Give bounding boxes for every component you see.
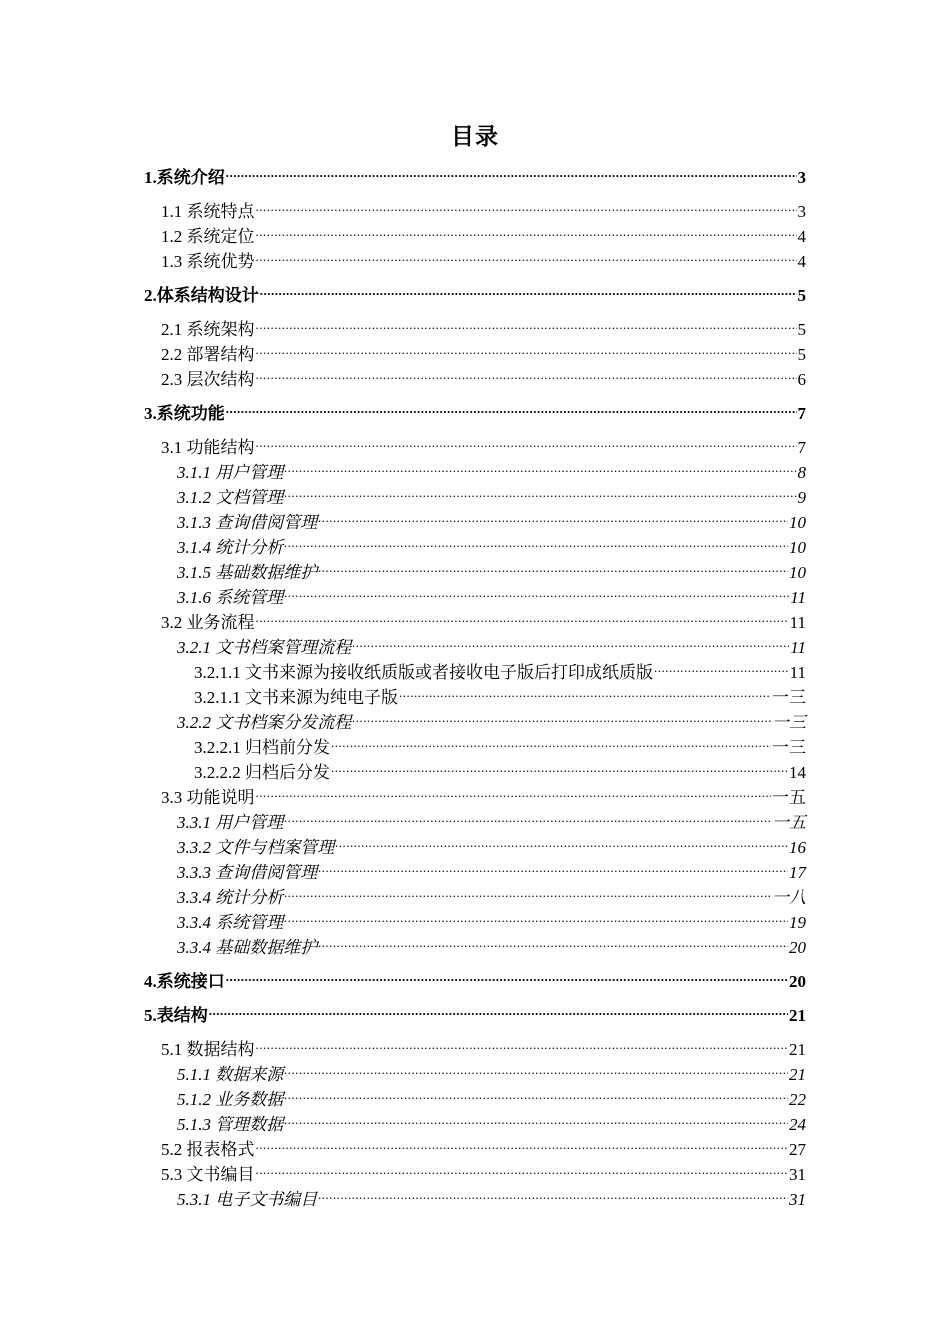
- dot-leader: [256, 360, 797, 385]
- dot-leader: [226, 394, 797, 419]
- dot-leader: [284, 478, 796, 503]
- toc-entry-page-number: 一三: [772, 713, 806, 732]
- toc-entry-label: 3.2.1.1 文书来源为纯电子版: [194, 688, 398, 707]
- toc-entry-label: 5.表结构: [144, 1006, 208, 1025]
- toc-entry-label: 3.1 功能结构: [161, 438, 255, 457]
- dot-leader: [284, 528, 788, 553]
- toc-entry-label: 5.3.1 电子文书编目: [177, 1190, 318, 1209]
- dot-leader: [256, 1155, 789, 1180]
- toc-entry[interactable]: [144, 428, 806, 457]
- toc-entry[interactable]: [144, 192, 806, 221]
- toc-entry-label: 3.2.1 文书档案管理流程: [177, 638, 352, 657]
- toc-entry-page-number: 17: [789, 863, 806, 882]
- dot-leader: [284, 1105, 788, 1130]
- toc-entry-label: 5.1 数据结构: [161, 1040, 255, 1059]
- toc-entry-label: 3.3.2 文件与档案管理: [177, 838, 335, 857]
- dot-leader: [335, 828, 788, 853]
- toc-entry-page-number: 7: [797, 438, 806, 457]
- toc-entry-label: 3.1.3 查询借阅管理: [177, 513, 318, 532]
- toc-entry-page-number: 3: [797, 168, 806, 187]
- toc-entry[interactable]: [144, 276, 806, 305]
- dot-leader: [256, 192, 797, 217]
- toc-entry-label: 3.3.4 基础数据维护: [177, 938, 318, 957]
- toc-entry-label: 5.3 文书编目: [161, 1165, 255, 1184]
- toc-entry-page-number: 5: [797, 320, 806, 339]
- toc-entry-page-number: 11: [789, 613, 806, 632]
- toc-entry-page-number: 一五: [772, 813, 806, 832]
- dot-leader: [284, 578, 789, 603]
- dot-leader: [318, 553, 788, 578]
- dot-leader: [256, 217, 797, 242]
- toc-entry-page-number: 5: [797, 286, 806, 305]
- dot-leader: [260, 276, 797, 301]
- toc-entry-label: 5.1.2 业务数据: [177, 1090, 284, 1109]
- dot-leader: [318, 1180, 788, 1205]
- toc-entry-page-number: 14: [789, 763, 806, 782]
- dot-leader: [256, 603, 789, 628]
- dot-leader: [256, 310, 797, 335]
- toc-entry-label: 3.2.2.1 归档前分发: [194, 738, 330, 757]
- toc-entry-label: 1.3 系统优势: [161, 252, 255, 271]
- toc-entry-page-number: 27: [789, 1140, 806, 1159]
- toc-entry-label: 3.3.4 统计分析: [177, 888, 284, 907]
- toc-title: 目录: [451, 124, 499, 150]
- toc-entry-page-number: 一八: [772, 888, 806, 907]
- dot-leader: [318, 928, 788, 953]
- dot-leader: [352, 628, 789, 653]
- toc-entry-label: 3.系统功能: [144, 404, 225, 423]
- toc-entry-page-number: 11: [790, 638, 806, 657]
- toc-entry[interactable]: [144, 962, 806, 991]
- dot-leader: [209, 996, 788, 1021]
- dot-leader: [256, 428, 797, 453]
- dot-leader: [256, 778, 772, 803]
- dot-leader: [256, 1030, 789, 1055]
- toc-entry[interactable]: [144, 310, 806, 339]
- toc-entry-label: 1.系统介绍: [144, 168, 225, 187]
- dot-leader: [331, 753, 788, 778]
- toc-entry-page-number: 3: [797, 202, 806, 221]
- toc-entry-label: 3.1.4 统计分析: [177, 538, 284, 557]
- dot-leader: [318, 853, 788, 878]
- toc-entry-page-number: 31: [789, 1190, 806, 1209]
- dot-leader: [256, 242, 797, 267]
- toc-entry-label: 1.1 系统特点: [161, 202, 255, 221]
- toc-entry-page-number: 4: [797, 227, 806, 246]
- toc-entry-label: 3.3.1 用户管理: [177, 813, 284, 832]
- toc-entry-page-number: 21: [789, 1006, 806, 1025]
- toc-entry-page-number: 20: [789, 938, 806, 957]
- toc-entry-label: 3.3.4 系统管理: [177, 913, 284, 932]
- dot-leader: [318, 503, 788, 528]
- toc-entry-label: 3.3 功能说明: [161, 788, 255, 807]
- toc-entry[interactable]: [144, 996, 806, 1025]
- toc-entry-page-number: 21: [789, 1065, 806, 1084]
- toc-entry-page-number: 6: [797, 370, 806, 389]
- dot-leader: [331, 728, 771, 753]
- toc-entry-label: 2.3 层次结构: [161, 370, 255, 389]
- toc-entry-label: 3.3.3 查询借阅管理: [177, 863, 318, 882]
- dot-leader: [284, 1055, 788, 1080]
- toc-entry[interactable]: [144, 158, 806, 187]
- toc-entry-page-number: 8: [797, 463, 806, 482]
- toc-entry-label: 5.2 报表格式: [161, 1140, 255, 1159]
- toc-entry-page-number: 20: [789, 972, 806, 991]
- toc-entry-page-number: 31: [789, 1165, 806, 1184]
- toc-entry-label: 3.1.2 文档管理: [177, 488, 284, 507]
- toc-entry[interactable]: [144, 1030, 806, 1059]
- dot-leader: [256, 335, 797, 360]
- toc-entry-page-number: 4: [797, 252, 806, 271]
- toc-entry-page-number: 一三: [772, 688, 806, 707]
- toc-entry-label: 3.2.1.1 文书来源为接收纸质版或者接收电子版后打印成纸质版: [194, 663, 653, 682]
- toc-entry-label: 3.2.2 文书档案分发流程: [177, 713, 352, 732]
- dot-leader: [399, 678, 771, 703]
- toc-entry-page-number: 一五: [772, 788, 806, 807]
- dot-leader: [284, 903, 788, 928]
- dot-leader: [226, 962, 788, 987]
- dot-leader: [654, 653, 789, 678]
- dot-leader: [284, 1080, 788, 1105]
- toc-entry-label: 4.系统接口: [144, 972, 225, 991]
- table-of-contents: [144, 158, 806, 1209]
- toc-entry-page-number: 一三: [772, 738, 806, 757]
- toc-entry-page-number: 5: [797, 345, 806, 364]
- toc-entry-page-number: 9: [797, 488, 806, 507]
- toc-entry-label: 3.2.2.2 归档后分发: [194, 763, 330, 782]
- toc-entry-page-number: 21: [789, 1040, 806, 1059]
- dot-leader: [226, 158, 797, 183]
- toc-entry-page-number: 10: [789, 563, 806, 582]
- toc-entry-label: 3.2 业务流程: [161, 613, 255, 632]
- toc-entry-label: 5.1.3 管理数据: [177, 1115, 284, 1134]
- dot-leader: [256, 1130, 789, 1155]
- toc-entry-label: 3.1.6 系统管理: [177, 588, 284, 607]
- toc-entry-page-number: 10: [789, 513, 806, 532]
- toc-entry-label: 5.1.1 数据来源: [177, 1065, 284, 1084]
- toc-entry-label: 1.2 系统定位: [161, 227, 255, 246]
- toc-entry-page-number: 10: [789, 538, 806, 557]
- dot-leader: [352, 703, 771, 728]
- toc-entry-page-number: 11: [790, 588, 806, 607]
- toc-entry[interactable]: [144, 394, 806, 423]
- toc-entry-page-number: 19: [789, 913, 806, 932]
- dot-leader: [284, 803, 771, 828]
- dot-leader: [284, 453, 796, 478]
- toc-entry-page-number: 24: [789, 1115, 806, 1134]
- toc-entry-page-number: 16: [789, 838, 806, 857]
- toc-entry-label: 2.体系结构设计: [144, 286, 259, 305]
- toc-entry-page-number: 11: [789, 663, 806, 682]
- dot-leader: [284, 878, 771, 903]
- toc-entry-label: 2.1 系统架构: [161, 320, 255, 339]
- toc-entry-label: 3.1.5 基础数据维护: [177, 563, 318, 582]
- toc-entry-page-number: 22: [789, 1090, 806, 1109]
- toc-entry-label: 3.1.1 用户管理: [177, 463, 284, 482]
- toc-entry-page-number: 7: [797, 404, 806, 423]
- toc-entry-label: 2.2 部署结构: [161, 345, 255, 364]
